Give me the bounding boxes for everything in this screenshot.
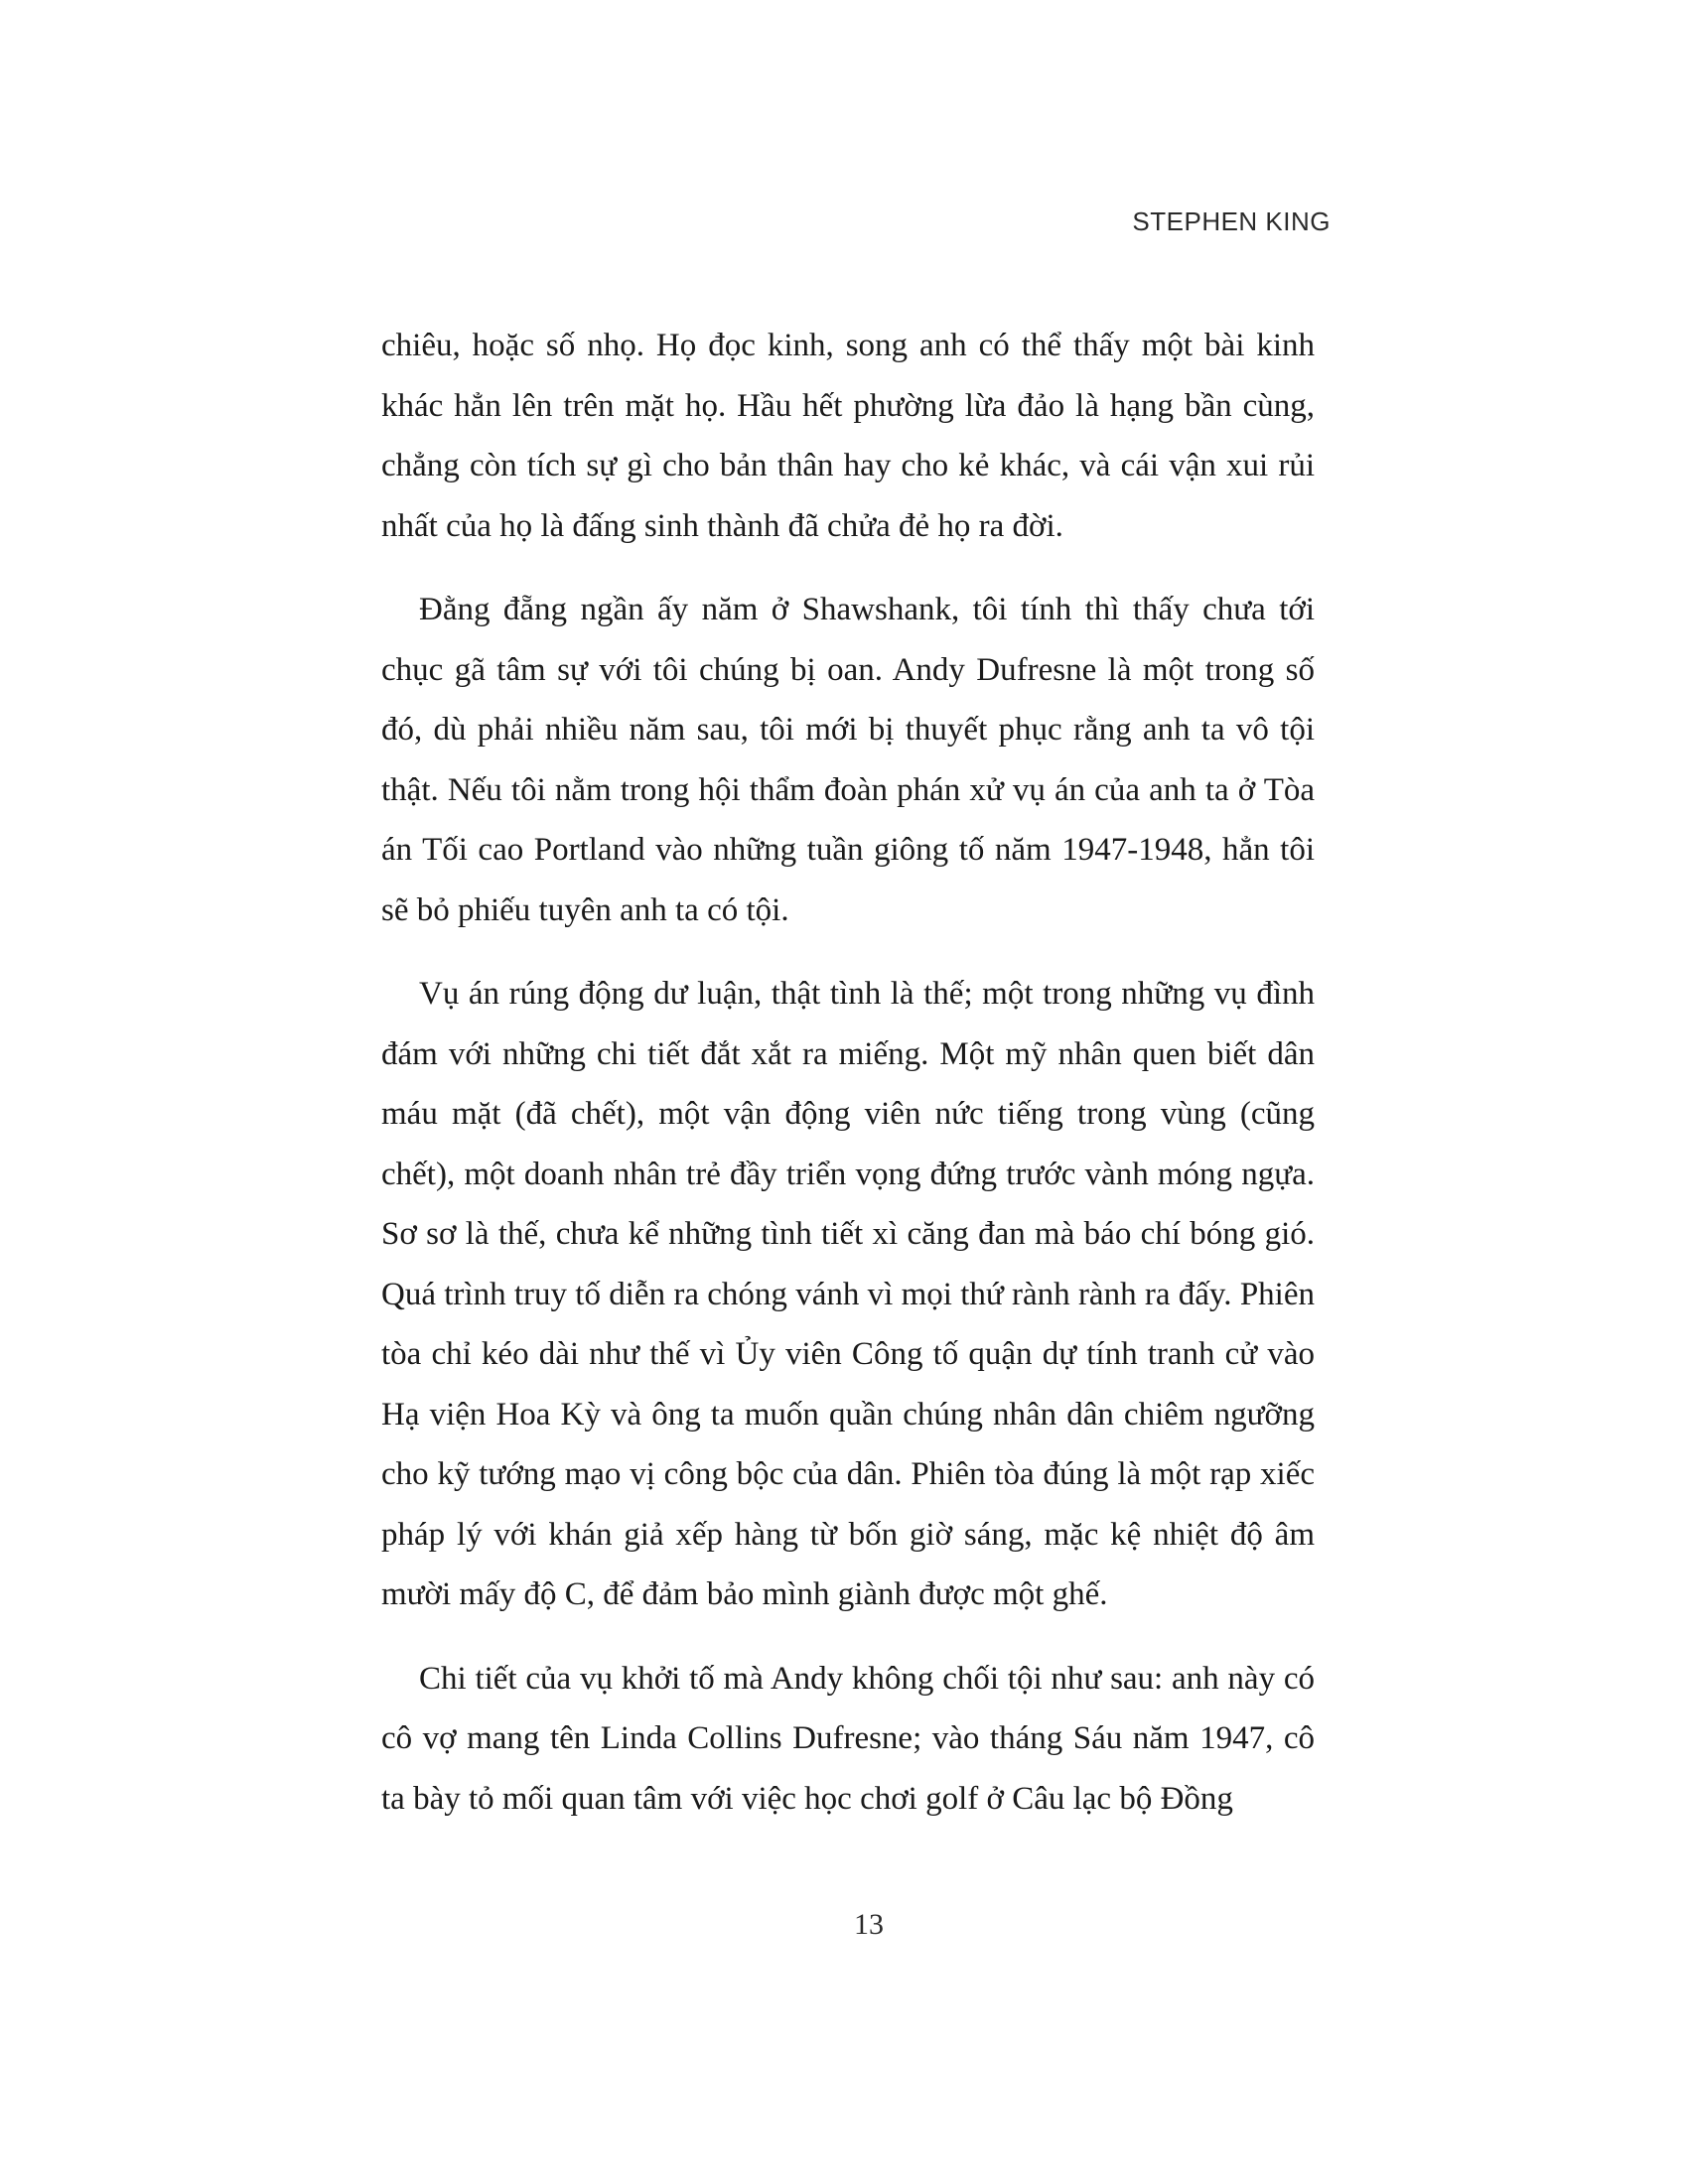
running-header: STEPHEN KING [1132, 206, 1331, 236]
paragraph: chiêu, hoặc số nhọ. Họ đọc kinh, song anh có thể thấy một bài kinh khác hẳn lên trên mặt họ. Hầu hết phường lừa đảo là hạng bần cùng, chẳng còn tích sự gì cho bản thân hay cho kẻ khác, và cái vận xui rủi nhất của họ là đấng sinh thành đã chửa đẻ họ ra đời. [381, 328, 1315, 544]
body-text [381, 316, 1315, 1852]
paragraph: Chi tiết của vụ khởi tố mà Andy không chối tội như sau: anh này có cô vợ mang tên Linda Collins Dufresne; vào tháng Sáu năm 1947, cô ta bày tỏ mối quan tâm với việc học chơi golf ở Câu lạc bộ Đồng [381, 1660, 1315, 1817]
paragraph: Đằng đẵng ngần ấy năm ở Shawshank, tôi tính thì thấy chưa tới chục gã tâm sự với tôi chúng bị oan. Andy Dufresne là một trong số đó, dù phải nhiều năm sau, tôi mới bị thuyết phục rằng anh ta vô tội thật. Nếu tôi nằm trong hội thẩm đoàn phán xử vụ án của anh ta ở Tòa án Tối cao Portland vào những tuần giông tố năm 1947-1948, hẳn tôi sẽ bỏ phiếu tuyên anh ta có tội. [381, 592, 1315, 928]
page-number: 13 [854, 1908, 884, 1941]
paragraph: Vụ án rúng động dư luận, thật tình là thế; một trong những vụ đình đám với những chi tiết đắt xắt ra miếng. Một mỹ nhân quen biết dân máu mặt (đã chết), một vận động viên nức tiếng trong vùng (cũng chết), một doanh nhân trẻ đầy triển vọng đứng trước vành móng ngựa. Sơ sơ là thế, chưa kể những tình tiết xì căng đan mà báo chí bóng gió. Quá trình truy tố diễn ra chóng vánh vì mọi thứ rành rành ra đấy. Phiên tòa chỉ kéo dài như thế vì Ủy viên Công tố quận dự tính tranh cử vào Hạ viện Hoa Kỳ và ông ta muốn quần chúng nhân dân chiêm ngưỡng cho kỹ tướng mạo vị công bộc của dân. Phiên tòa đúng là một rạp xiếc pháp lý với khán giả xếp hàng từ bốn giờ sáng, mặc kệ nhiệt độ âm mười mấy độ C, để đảm bảo mình giành được một ghế. [381, 976, 1315, 1612]
